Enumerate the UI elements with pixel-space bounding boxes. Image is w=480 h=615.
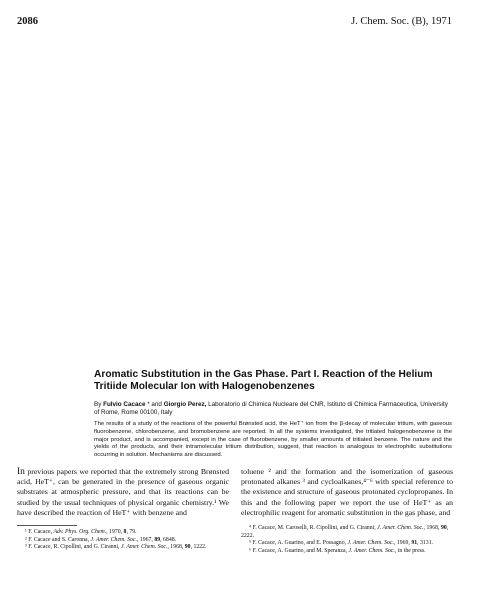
footnote-year: , 1969, <box>393 540 412 547</box>
body-columns <box>17 467 453 555</box>
footnote-year: , 1968, <box>423 525 441 532</box>
footnote-number: ² <box>25 536 27 543</box>
article-title: Aromatic Substitution in the Gas Phase. Part I. Reaction of the Helium Tritiide Molecular Ion with Halogenobenzenes <box>94 369 433 392</box>
journal-reference: J. Chem. Soc. (B), 1971 <box>351 16 452 27</box>
footnote-volume: 89 <box>154 536 161 543</box>
footnote-journal: J. Amer. Chem. Soc. <box>90 536 137 543</box>
footnote-journal: J. Amer. Chem. Soc. <box>377 525 424 532</box>
body-column-left <box>17 467 229 555</box>
footnote-journal: J. Amer. Chem. Soc. <box>347 540 394 547</box>
footnote-year: , 1970, <box>106 529 124 536</box>
footnote-number: ⁵ <box>249 540 252 547</box>
body-column-right <box>241 467 453 555</box>
footnote-page: , 2222. <box>241 525 449 539</box>
body-paragraph-left <box>17 467 229 518</box>
footnote-page: , 3131. <box>417 540 434 547</box>
footnotes-left <box>17 529 229 552</box>
body-text-left: previous papers we reported that the extremely strong Brønsted acid, HeT⁺, can be generated in the presence of gaseous organic substrates at atmospheric pressure, and that its reactions can be studied by the usual techniques of physical organic chemistry.¹ We have described the reaction of HeT⁺ with benzene and <box>17 467 229 517</box>
footnote <box>17 537 229 545</box>
affiliation: Laboratorio di Chimica Nucleare del CNR, Istituto di Chimica Farmaceutica, University of Rome, Rome 00100, Italy <box>94 401 448 417</box>
footnote-journal: Adv. Phys. Org. Chem. <box>53 529 107 536</box>
footnote-authors: F. Cacace, M. Caroselli, R. Cipollini, and G. Ciranni, <box>251 525 378 532</box>
footnote-number: ³ <box>25 544 27 551</box>
footnote <box>241 525 453 540</box>
author-perez: Giorgio Perez, <box>163 401 207 408</box>
footnote-journal: J. Amer. Chem. Soc. <box>120 544 168 551</box>
body-paragraph-right: toluene ² and the formation and the isomerization of gaseous protonated alkanes ³ and cycloalkanes,⁴⁻⁶ with special reference to the existence and structure of gaseous protonated cyclopropanes. In this and the following paper we report the use of HeT⁺ as an electrophilic reagent for aromatic substitution in the gas phase, and <box>241 467 453 517</box>
footnote-volume: 90 <box>184 544 191 551</box>
authors-prefix: By <box>94 401 104 408</box>
footnote-year: , 1967, <box>136 536 155 543</box>
footnote-volume: 91 <box>411 540 418 547</box>
footnote <box>17 544 229 552</box>
footnote-page: , 79. <box>126 529 137 536</box>
footnote-page: , 6848. <box>160 536 177 543</box>
footnote <box>17 529 229 537</box>
footnote <box>241 540 453 548</box>
footnote-number: ⁴ <box>249 525 252 532</box>
footnote-authors: F. Cacace, A. Guarino, and E. Possagno, <box>251 540 348 547</box>
abstract: The results of a study of the reactions of the powerful Brønsted acid, the HeT⁺ ion from the β-decay of molecular tritium, with gaseous fluorobenzene, chlorobenzene, and bromobenzene are reported. In all the systems investigated, the tritiated halogenobenzene is the major product, and is accompanied, except in the case of fluorobenzene, by smaller amounts of tritiated benzene. The nature and the yields of the products, and their intramolecular tritium distribution, suggest, that reaction is analogous to electrophilic substitutions occurring in solution. Mechanisms are discussed. <box>94 421 452 459</box>
footnote-authors: F. Cacace, A. Guarino, and M. Speranza, <box>251 547 349 554</box>
footnote-authors: F. Cacace and S. Caronna, <box>26 536 91 543</box>
authors-and: * and <box>145 401 164 408</box>
footnote-page: , 1222. <box>190 544 207 551</box>
page-number: 2086 <box>17 16 38 27</box>
footnote-authors: F. Cacace, <box>26 529 54 536</box>
footnote-authors: F. Cacace, R. Cipollini, and G. Ciranni, <box>26 544 121 551</box>
footnote-rule <box>17 525 77 526</box>
footnote-number: ⁶ <box>249 547 252 554</box>
author-cacace: Fulvio Cacace <box>103 401 146 408</box>
drop-cap-word: In <box>17 467 25 477</box>
footnote-year: , in the press. <box>394 547 426 554</box>
footnotes-right <box>241 525 453 555</box>
footnote-journal: J. Amer. Chem. Soc. <box>348 547 395 554</box>
footnote-volume: 8 <box>123 529 127 536</box>
author-line <box>94 401 454 418</box>
footnote-number: ¹ <box>25 529 27 536</box>
footnote-volume: 90 <box>440 525 447 532</box>
footnote-year: , 1968, <box>167 544 185 551</box>
footnote <box>241 548 453 556</box>
